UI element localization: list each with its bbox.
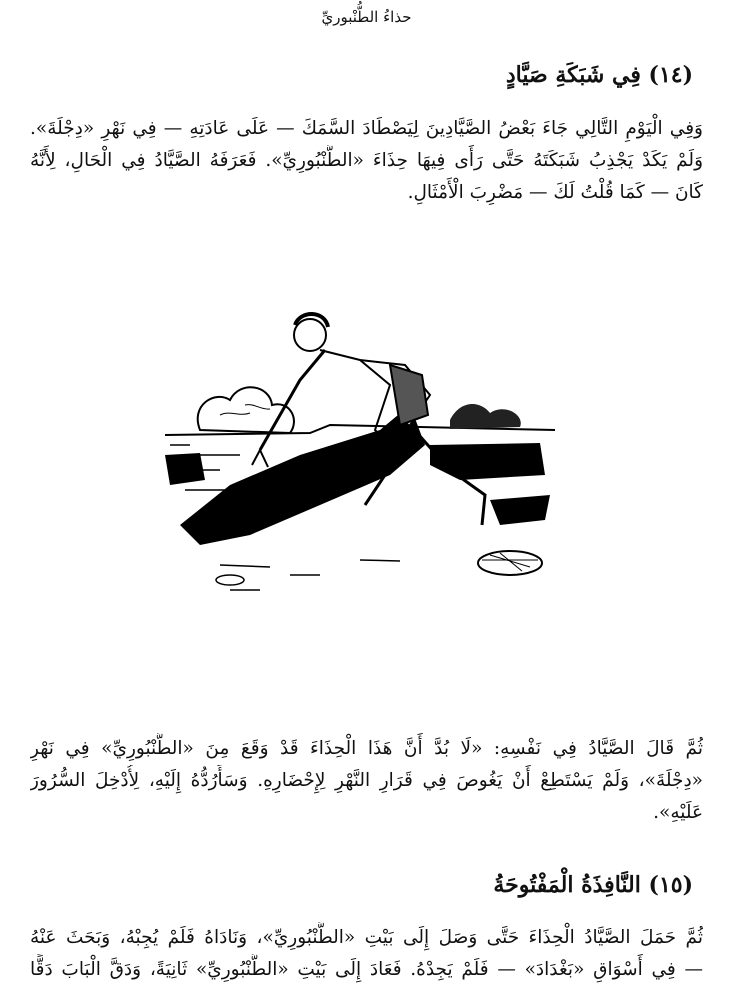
text-line: ثُمَّ قَالَ الصَّيَّادُ فِي نَفْسِهِ: «لَا بُدَّ أَنَّ هَذَا الْحِذَاءَ قَدْ وَقَعَ مِنَ «الطُّنْبُورِيِّ» فِي نَهْرِ: [30, 738, 703, 759]
paragraph-1: [30, 113, 703, 209]
section-heading-15: (١٥) النَّافِذَةُ الْمَفْتُوحَةُ: [493, 872, 693, 898]
text-line: ثُمَّ حَمَلَ الصَّيَّادُ الْحِذَاءَ حَتَّى وَصَلَ إِلَى بَيْتِ «الطُّنْبُورِيِّ»، وَنَادَاهُ فَلَمْ يُجِبْهُ، وَبَحَثَ عَنْهُ: [30, 927, 703, 948]
running-header: حذاءُ الطُّنْبوريِّ: [321, 8, 412, 26]
text-line: — فِي أَسْوَاقِ «بَغْدَادَ» — فَلَمْ يَجِدْهُ. فَعَادَ إِلَى بَيْتِ «الطُّنْبُورِيِّ» ثَانِيَةً، وَدَقَّ الْبَابَ دَقًّا: [30, 959, 703, 980]
text-line: وَلَمْ يَكَدْ يَجْذِبُ شَبَكَتَهُ حَتَّى رَأَى فِيهَا حِذَاءَ «الطُّنْبُورِيِّ». فَعَرَفَهُ الصَّيَّادُ فِي الْحَالِ، لِأَنَّهُ: [30, 150, 703, 171]
text-line: عَلَيْهِ».: [653, 802, 703, 823]
paragraph-3: [30, 922, 703, 986]
fisherman-pulling-net-illustration: [160, 305, 555, 605]
text-line: وَفِي الْيَوْمِ التَّالِي جَاءَ بَعْضُ الصَّيَّادِينَ لِيَصْطَادَ السَّمَكَ — عَلَى عَادَتِهِ — فِي نَهْرِ «دِجْلَةَ».: [30, 118, 703, 139]
text-line: كَانَ — كَمَا قُلْتُ لَكَ — مَضْرِبَ الْأَمْثَالِ.: [407, 182, 703, 203]
section-heading-14: (١٤) فِي شَبَكَةِ صَيَّادٍ: [505, 62, 693, 88]
text-line: «دِجْلَةَ»، وَلَمْ يَسْتَطِعْ أَنْ يَغُوصَ فِي قَرَارِ النَّهْرِ لِإِحْضَارِهِ. وَسَأَرُدُّهُ إِلَيْهِ، لِأُدْخِلَ السُّرُورَ: [30, 770, 703, 791]
paragraph-2: [30, 733, 703, 829]
